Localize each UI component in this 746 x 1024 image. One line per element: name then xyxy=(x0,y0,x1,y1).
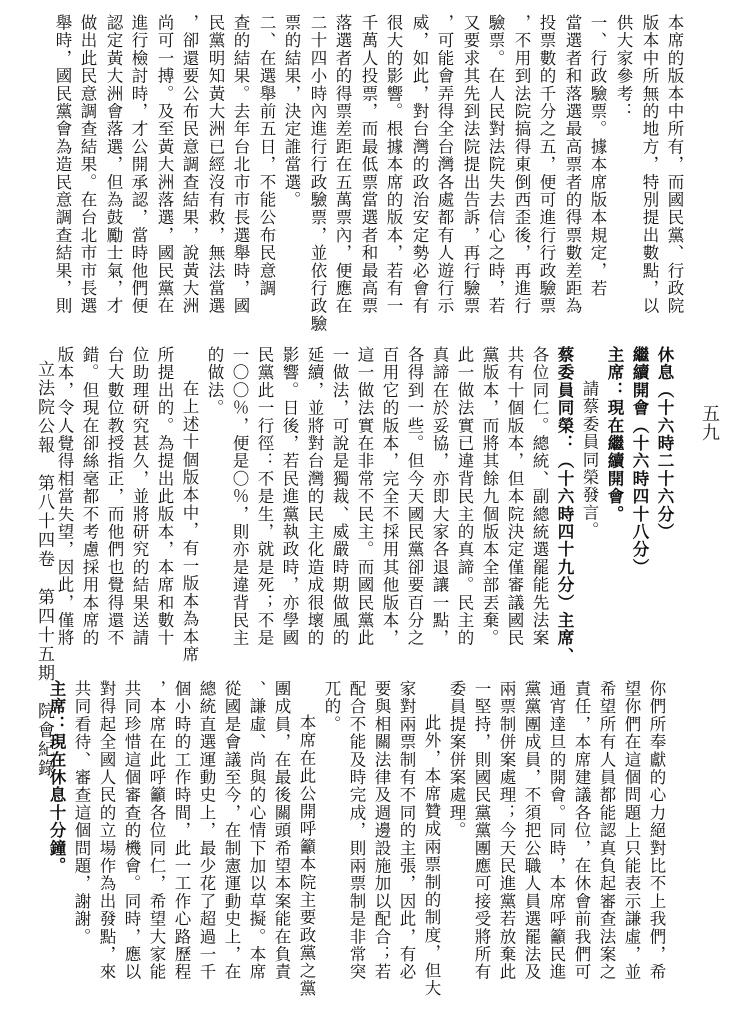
middle-col: 延續，並將對台灣的民主化造成很壞的 xyxy=(305,346,324,647)
top-col: 威，如此，對台灣的政治安定勢必會有 xyxy=(410,14,429,315)
top-col: 落選者的得票差距在五萬票內，便應在 xyxy=(333,14,352,315)
middle-col: 影響。日後，若民進黨執政時，亦學國 xyxy=(280,346,299,647)
middle-col: 真諦在於妥協，亦即大家各退讓一點， xyxy=(430,346,449,647)
top-col: 一、行政驗票。據本席版本規定，若 xyxy=(588,14,607,298)
bottom-col: 團成員，在最後關頭希望本案能在負責 xyxy=(272,680,291,981)
bottom-col: 對得起全國人民的立場作為出發點，來 xyxy=(97,680,116,981)
bottom-col: ，本席在此呼籲各位同仁，希望大家能 xyxy=(147,680,166,981)
top-col: ，卻還要公布民意調查結果，說黃大洲 xyxy=(180,14,199,315)
top-col: 進行檢討時，才公開承認，當時他們便 xyxy=(129,14,148,315)
top-col: 驗票。在人民對法院失去信心之時，若 xyxy=(486,14,505,315)
bottom-col: 配合不能及時完成，則兩票制是非常突 xyxy=(347,680,366,981)
middle-col: 版本，令人覺得相當失望，因此，僅將 xyxy=(55,346,74,647)
bottom-col: 你們所奉獻的心力絕對比不上我們，希 xyxy=(647,680,666,981)
top-col: 當選者和落選最高票者的得票數差距為 xyxy=(563,14,582,315)
top-col: 很大的影響。根據本席的版本，若有一 xyxy=(384,14,403,315)
resume-time: 繼續開會（十六時四十八分） xyxy=(630,346,649,577)
middle-col: 位助理研究甚久，並將研究的結果送請 xyxy=(130,346,149,647)
page-number: 五九 xyxy=(699,404,720,443)
middle-col: 請蔡委員同榮發言。 xyxy=(580,380,599,540)
middle-col: 主席：現在繼續開會。 xyxy=(605,346,624,523)
chair-recess: 主席：現在休息十分鐘。 xyxy=(47,680,66,875)
middle-col: 在上述十個版本中，有一版本為本席 xyxy=(180,380,199,664)
top-col: 票的結果，決定誰當選。 xyxy=(282,14,301,209)
bottom-col: 望你們在這個問題上只能表示謙虛，並 xyxy=(622,680,641,981)
middle-col: 台大數位教授指正，而他們也覺得還不 xyxy=(105,346,124,647)
middle-col: 的做法。 xyxy=(205,346,224,417)
middle-col: 此一做法實已違背民主的真諦。民主的 xyxy=(455,346,474,647)
top-col: 版本中所無的地方，特別提出數點，以 xyxy=(640,14,659,315)
top-col: 二十四小時內進行行政驗票，並依行政驗 xyxy=(308,14,327,333)
bottom-col: 通宵達旦的開會。同時，本席呼籲民進 xyxy=(547,680,566,981)
bottom-col: 總統直選運動史上，最少花了超過一千 xyxy=(197,680,216,981)
top-col: 認定黃大洲會落選，但為鼓勵士氣，才 xyxy=(104,14,123,315)
top-col: 民黨明知黃大洲已經沒有救，無法當選 xyxy=(206,14,225,315)
bottom-col: 黨黨團成員，不須把公職人員選罷法及 xyxy=(522,680,541,981)
top-col: 千萬人投票，而最低票當選者和最高票 xyxy=(359,14,378,315)
middle-col: 錯。但現在卻絲毫都不考慮採用本席的 xyxy=(80,346,99,647)
top-col: 投票數的千分之五，便可進行行政驗票 xyxy=(537,14,556,315)
bottom-col: 此外，本席贊成兩票制的制度，但大 xyxy=(422,714,441,998)
middle-col: 各得到一些。但今天國民黨卻要百分之 xyxy=(405,346,424,647)
middle-col: 一〇〇％，便是〇％，則亦是違背民主 xyxy=(230,346,249,647)
bottom-col: 要與相關法律及週邊設施加以配合；若 xyxy=(372,680,391,981)
bottom-col: 希望所有人員都能認真負起審查法案之 xyxy=(597,680,616,981)
bottom-col: 兀的。 xyxy=(322,680,341,734)
top-col: 供大家參考： xyxy=(614,14,633,121)
top-col: 尚可一搏。及至黃大洲落選，國民黨在 xyxy=(155,14,174,315)
bottom-col: 責任，本席建議各位，在休會前我們可 xyxy=(572,680,591,981)
bottom-col: 共同珍惜這個審查的機會。同時，應以 xyxy=(122,680,141,981)
bottom-col: 本席在此公開呼籲本院主要政黨之黨 xyxy=(297,714,316,998)
speaker-line: 蔡委員同榮：（十六時四十九分）主席、 xyxy=(555,346,574,665)
middle-col: 民黨此一行徑：不是生，就是死；不是 xyxy=(255,346,274,647)
middle-col: 所提出的。為提出此版本，本席和數十 xyxy=(155,346,174,647)
bottom-col: 共同看待、審查這個問題，謝謝。 xyxy=(72,680,91,946)
top-col: 查的結果。去年台北市市長選舉時，國 xyxy=(231,14,250,315)
publication-title: 立法院公報 第八十四卷 第四十五期 院會紀錄 xyxy=(34,360,54,778)
middle-col: 一做法，可說是獨裁、威嚴時期做風的 xyxy=(330,346,349,647)
bottom-col: 從國是會議至今，在制憲運動史上，在 xyxy=(222,680,241,981)
top-col: ，可能會弄得全台灣各處都有人遊行示 xyxy=(435,14,454,315)
middle-col: 共有十個版本，但本院決定僅審議國民 xyxy=(505,346,524,647)
bottom-col: 、謙虛、尚與的心情下加以草擬。本席 xyxy=(247,680,266,981)
bottom-col: 個小時的工作時間，此一工作心路歷程 xyxy=(172,680,191,981)
middle-col: 各位同仁。總統、副總統選罷能先法案 xyxy=(530,346,549,647)
bottom-col: 委員提案併案處理。 xyxy=(447,680,466,840)
middle-col: 百用它的版本，完全不採用其他版本， xyxy=(380,346,399,647)
bottom-col: 家對兩票制有不同的主張，因此，有必 xyxy=(397,680,416,981)
bottom-col: 兩票制併案處理；今天民進黨若放棄此 xyxy=(497,680,516,981)
bottom-col: 一堅持，則國民黨黨團應可接受將所有 xyxy=(472,680,491,981)
middle-col: 這一做法實在非常不民主。而國民黨此 xyxy=(355,346,374,647)
top-col: 二、在選舉前五日，不能公布民意調 xyxy=(257,14,276,298)
middle-col: 黨版本，而將其餘九個版本全部丟棄。 xyxy=(480,346,499,647)
recess-time: 休息（十六時二十六分） xyxy=(655,346,674,541)
top-col: 本席的版本中所有，而國民黨、行政院 xyxy=(665,14,684,315)
top-col: ，不用到法院搞得東倒西歪後，再進行 xyxy=(512,14,531,315)
top-col: 舉時，國民黨會為造民意調查結果，則 xyxy=(53,14,72,315)
top-col: 做出此民意調查結果。在台北市市長選 xyxy=(78,14,97,315)
top-col: 又要求其先到法院提出告訴，再行驗票 xyxy=(461,14,480,315)
